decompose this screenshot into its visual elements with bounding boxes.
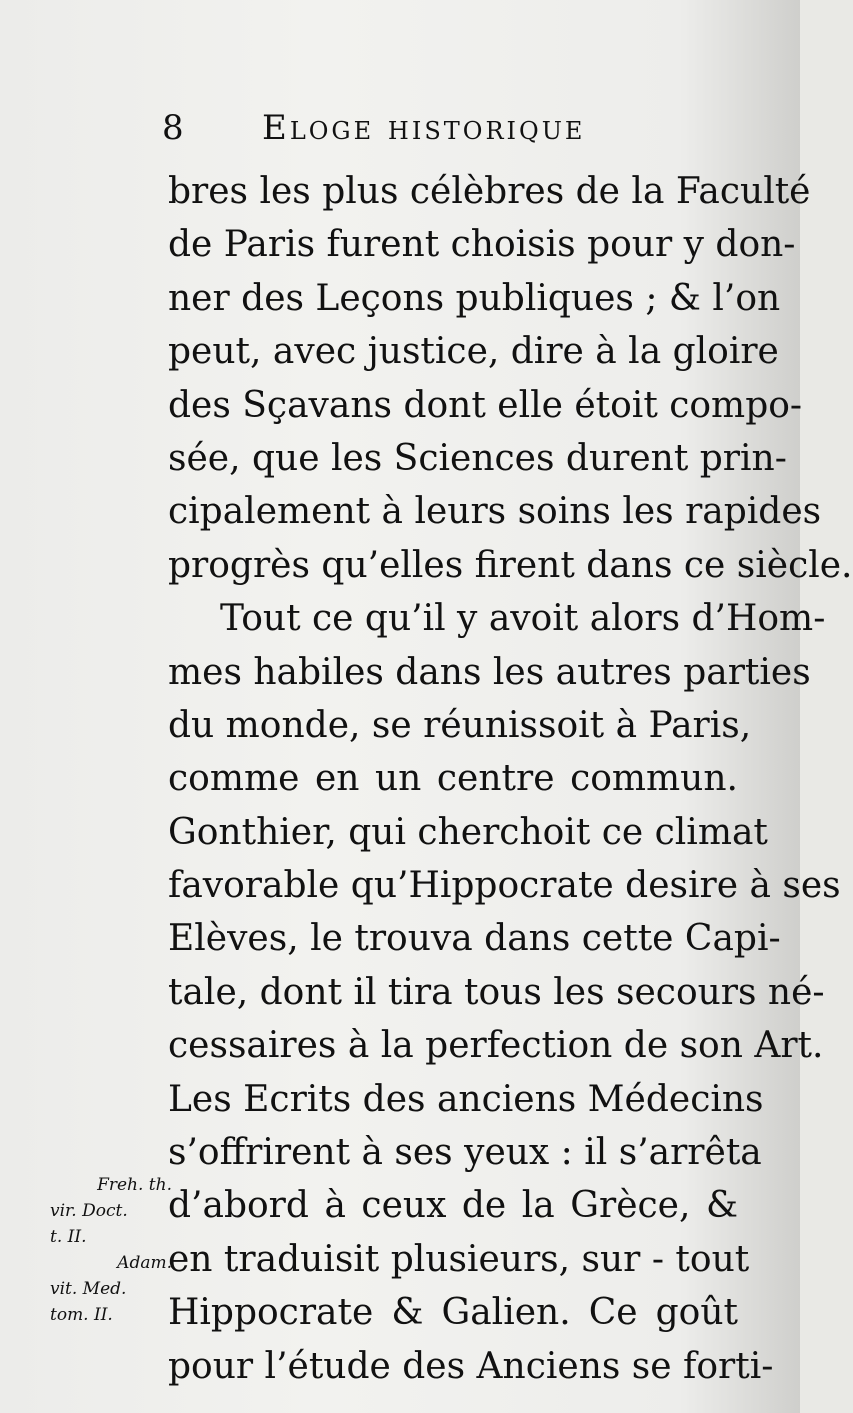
text-line: peut, avec justice, dire à la gloire (168, 331, 779, 373)
margin-note-line: vit. Med. (50, 1279, 127, 1299)
page-number: 8 (162, 108, 187, 148)
text-line: progrès qu’elles firent dans ce siècle. (168, 544, 853, 586)
text-line: tale, dont il tira tous les secours né- (168, 971, 825, 1013)
text-line: Tout ce qu’il y avoit alors d’Hom- (220, 598, 826, 640)
text-line: pour l’étude des Anciens se forti- (168, 1345, 774, 1387)
text-line: ner des Leçons publiques ; & l’on (168, 277, 781, 319)
text-line: comme en un centre commun. (168, 758, 738, 800)
text-line: Elèves, le trouva dans cette Capi- (168, 918, 781, 960)
text-line: bres les plus célèbres de la Faculté (168, 171, 811, 212)
text-line: Hippocrate & Galien. Ce goût (168, 1292, 738, 1334)
text-line: Les Ecrits des anciens Médecins (168, 1078, 764, 1120)
body-text (168, 165, 853, 1393)
text-line: en traduisit plusieurs, sur - tout (168, 1238, 750, 1280)
margin-note-line: Freh. th. (97, 1175, 172, 1195)
margin-note-line: t. II. (50, 1227, 87, 1247)
text-line: de Paris furent choisis pour y don- (168, 224, 796, 266)
text-line: favorable qu’Hippocrate desire à ses (168, 865, 841, 907)
margin-note-line: vir. Doct. (50, 1201, 128, 1221)
text-line: cessaires à la perfection de son Art. (168, 1025, 824, 1067)
text-line: cipalement à leurs soins les rapides (168, 491, 822, 533)
page-header (162, 108, 722, 158)
margin-note (50, 1172, 180, 1328)
text-line: mes habiles dans les autres parties (168, 651, 811, 693)
margin-note-line: Adam. (117, 1253, 172, 1273)
text-line: d’abord à ceux de la Grèce, & (168, 1185, 738, 1227)
text-line: du monde, se réunissoit à Paris, (168, 704, 752, 746)
text-line: sée, que les Sciences durent prin- (168, 437, 787, 479)
text-line: des Sçavans dont elle étoit compo- (168, 384, 803, 426)
running-title: Eloge historique (262, 108, 586, 148)
text-line: s’offrirent à ses yeux : il s’arrêta (168, 1132, 762, 1174)
text-line: Gonthier, qui cherchoit ce climat (168, 811, 768, 853)
margin-note-line: tom. II. (50, 1305, 113, 1325)
